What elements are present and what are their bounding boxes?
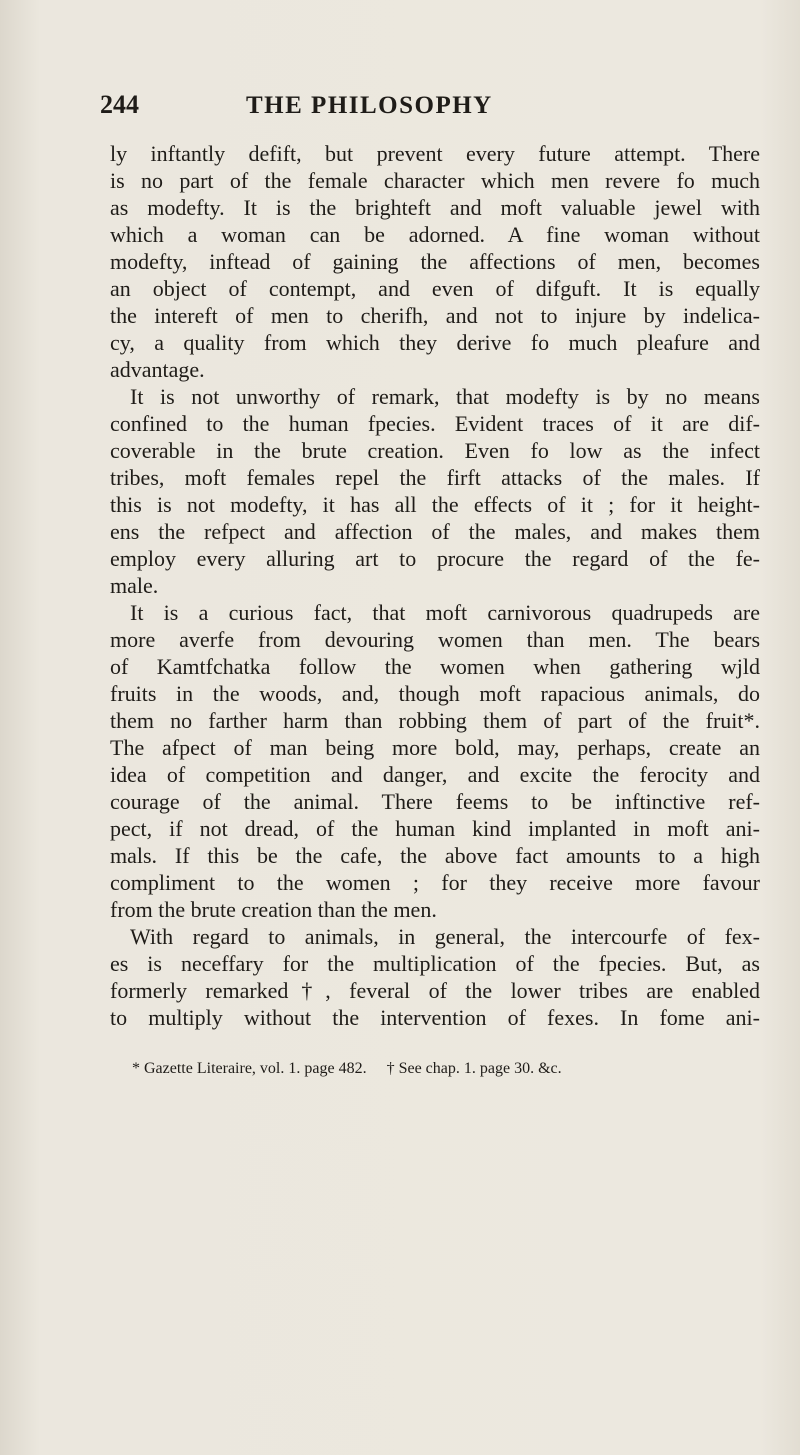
- text-line: employ every alluring art to procure the regard of the fe-: [110, 546, 760, 571]
- text-line: them no farther harm than robbing them of part of the fruit*.: [110, 708, 760, 733]
- text-line: compliment to the women ; for they receive more favour: [110, 870, 760, 895]
- text-line: idea of competition and danger, and excite the ferocity and: [110, 762, 760, 787]
- text-line: male.: [110, 573, 159, 598]
- text-line: this is not modefty, it has all the effects of it ; for it height-: [110, 492, 760, 517]
- text-line: tribes, moft females repel the firft attacks of the males. If: [110, 465, 760, 490]
- text-line: pect, if not dread, of the human kind implanted in moft ani-: [110, 816, 760, 841]
- text-line: ens the refpect and affection of the males, and makes them: [110, 519, 760, 544]
- text-line: more averfe from devouring women than men. The bears: [110, 627, 760, 652]
- text-line: It is not unworthy of remark, that modefty is by no means: [130, 384, 760, 409]
- text-line: confined to the human fpecies. Evident traces of it are dif-: [110, 411, 760, 436]
- page-header: [100, 90, 740, 130]
- footnote: † See chap. 1. page 30. &c.: [386, 1060, 562, 1077]
- text-line: modefty, inftead of gaining the affections of men, becomes: [110, 249, 760, 274]
- text-line: as modefty. It is the brighteft and moft valuable jewel with: [110, 195, 760, 220]
- text-line: coverable in the brute creation. Even fo low as the infect: [110, 438, 760, 463]
- text-line: It is a curious fact, that moft carnivorous quadrupeds are: [130, 600, 760, 625]
- body-text: [110, 140, 760, 1031]
- text-line: an object of contempt, and even of difguft. It is equally: [110, 276, 760, 301]
- text-line: cy, a quality from which they derive fo much pleafure and: [110, 330, 760, 355]
- footnotes: [132, 1060, 772, 1078]
- text-line: ly inftantly defift, but prevent every future attempt. There: [110, 141, 760, 166]
- text-line: of Kamtfchatka follow the women when gathering wjld: [110, 654, 760, 679]
- footnote: * Gazette Literaire, vol. 1. page 482.: [132, 1060, 367, 1077]
- text-line: courage of the animal. There feems to be inftinctive ref-: [110, 789, 760, 814]
- text-line: The afpect of man being more bold, may, perhaps, create an: [110, 735, 760, 760]
- text-line: from the brute creation than the men.: [110, 897, 437, 922]
- running-title: THE PHILOSOPHY: [246, 92, 493, 119]
- text-line: is no part of the female character which men revere fo much: [110, 168, 760, 193]
- text-line: the intereft of men to cherifh, and not to injure by indelica-: [110, 303, 760, 328]
- text-line: which a woman can be adorned. A fine woman without: [110, 222, 760, 247]
- text-line: es is neceffary for the multiplication of the fpecies. But, as: [110, 951, 760, 976]
- page-number: 244: [100, 90, 139, 119]
- text-line: advantage.: [110, 357, 205, 382]
- text-line: formerly remarked†, feveral of the lower tribes are enabled: [110, 978, 760, 1003]
- text-line: to multiply without the intervention of fexes. In fome ani-: [110, 1005, 760, 1030]
- text-line: mals. If this be the cafe, the above fact amounts to a high: [110, 843, 760, 868]
- text-line: fruits in the woods, and, though moft rapacious animals, do: [110, 681, 760, 706]
- text-line: With regard to animals, in general, the intercourfe of fex-: [130, 924, 760, 949]
